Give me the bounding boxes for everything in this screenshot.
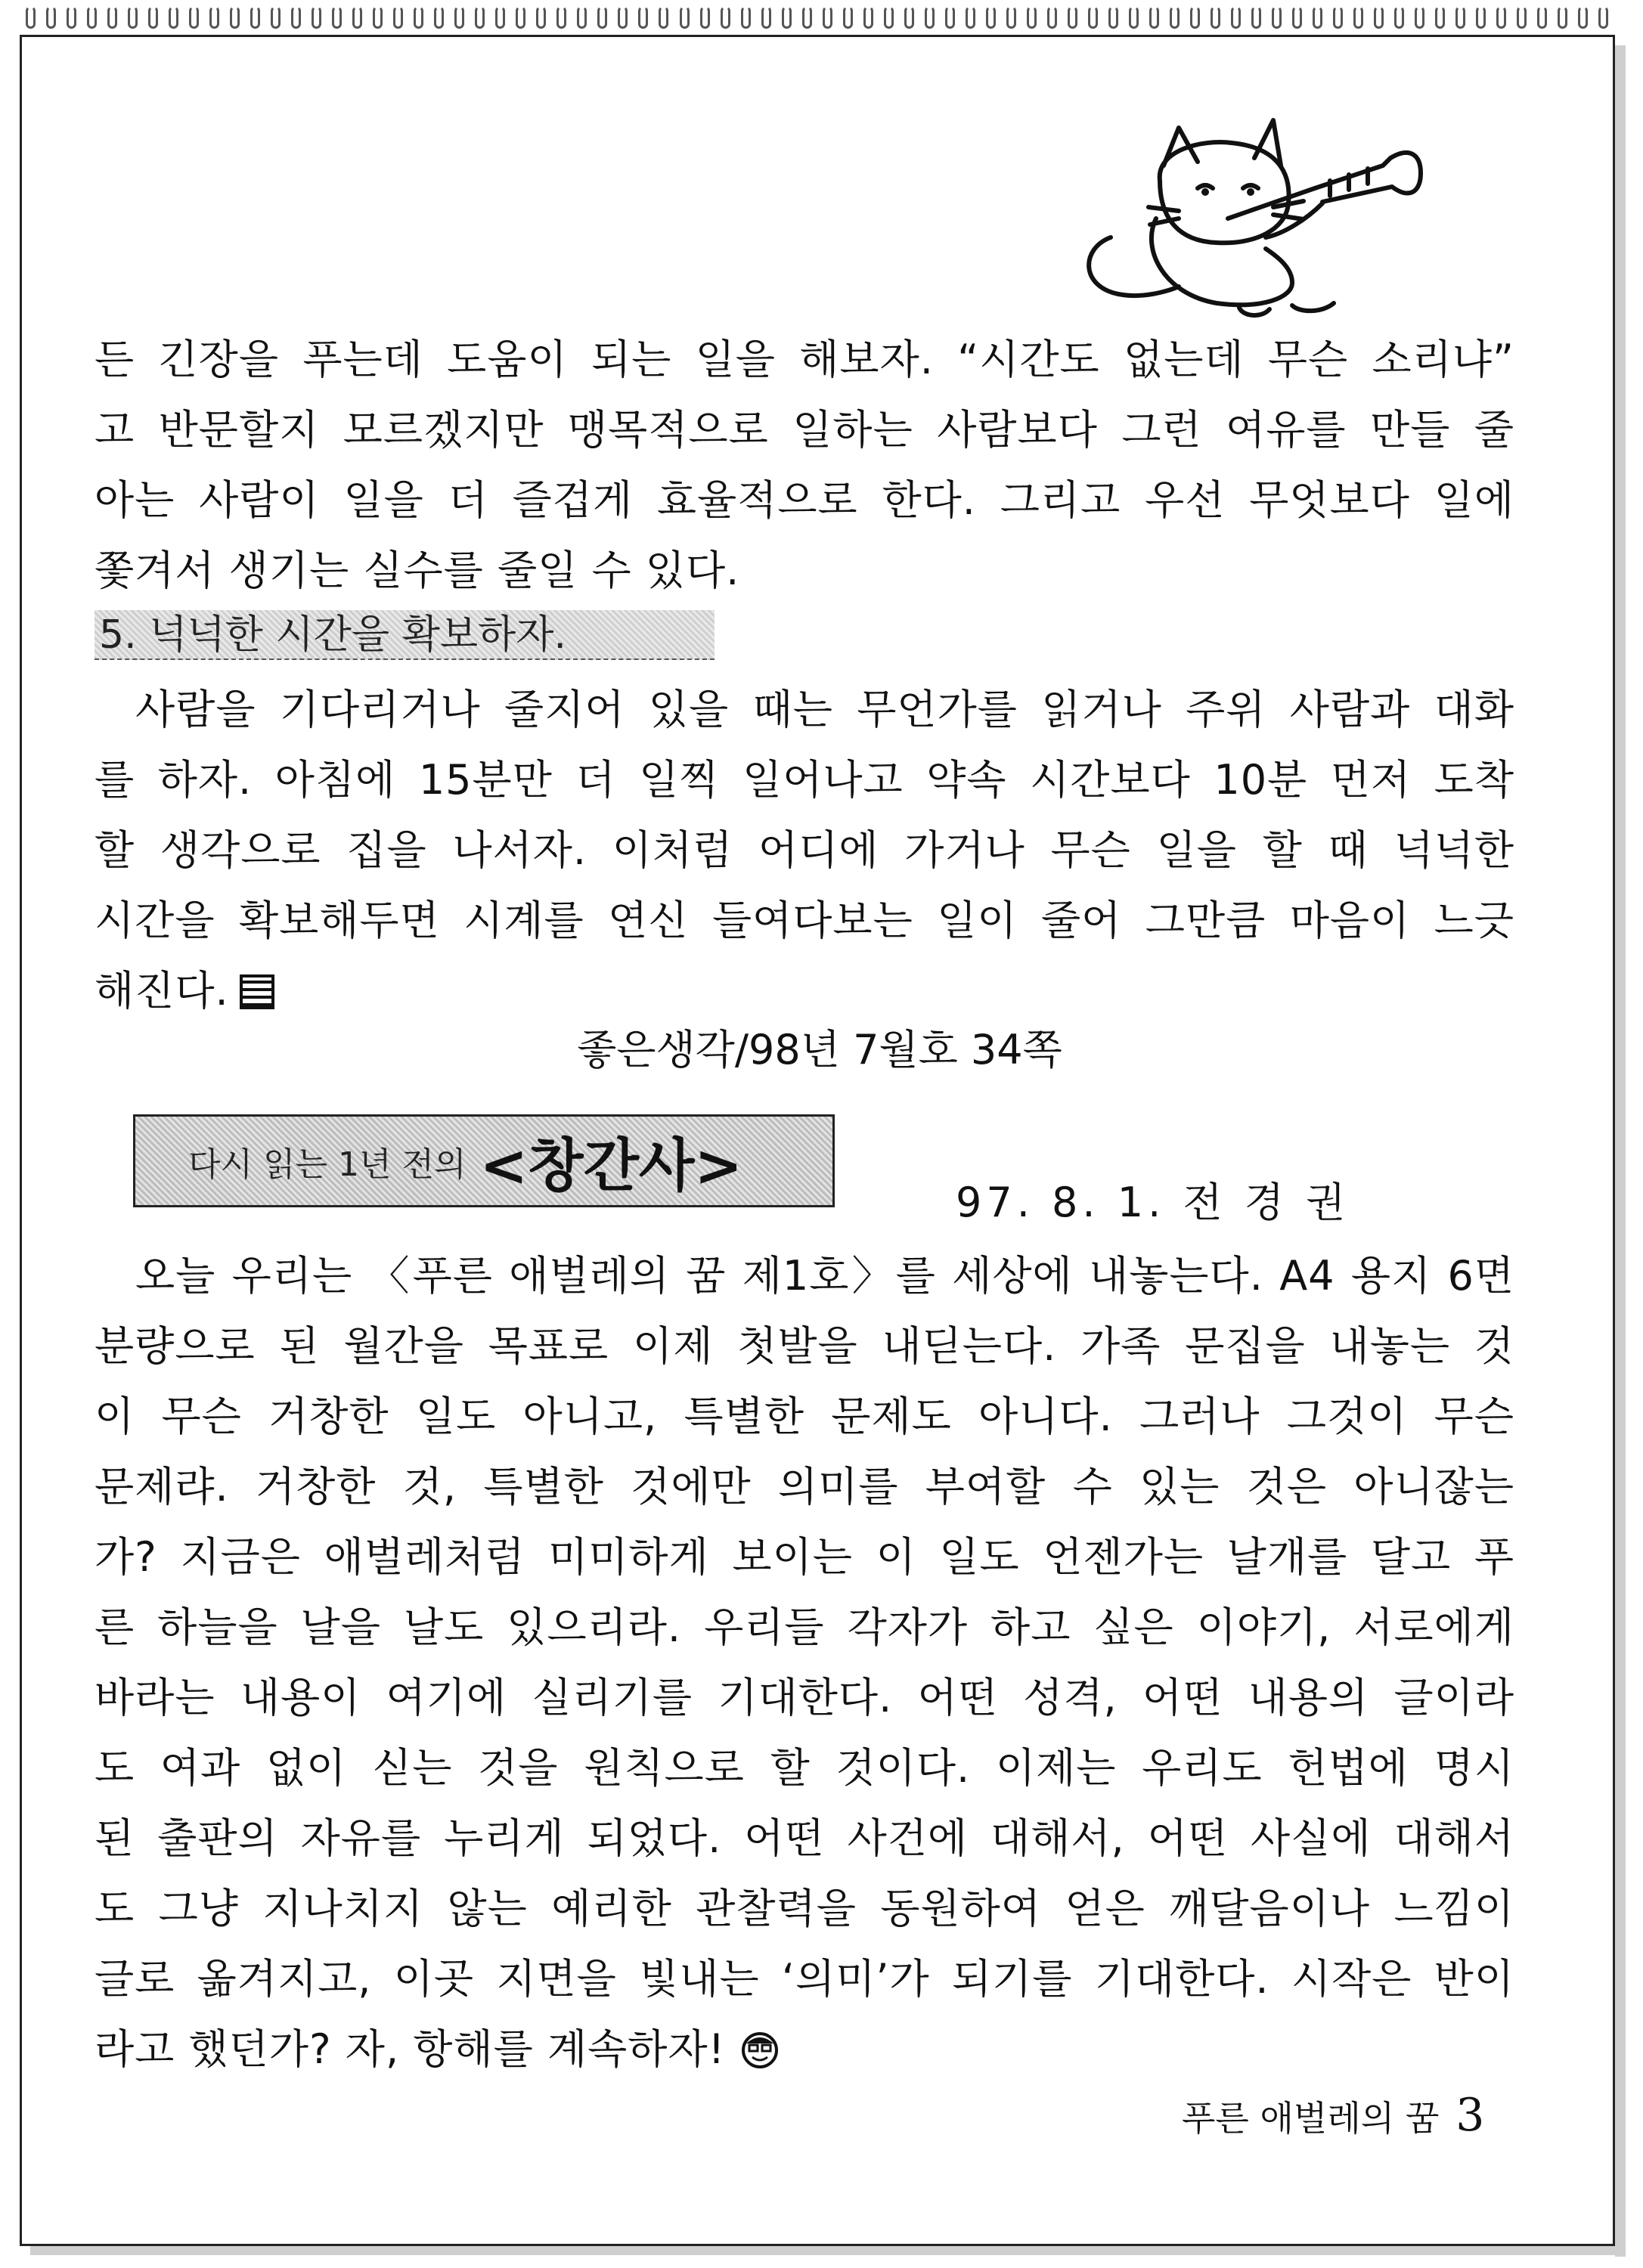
binding-ring xyxy=(1333,6,1343,29)
editorial-title-box xyxy=(133,1114,835,1207)
binding-ring xyxy=(475,6,485,29)
binding-ring xyxy=(1394,6,1404,29)
text-line: 든 긴장을 푸는데 도움이 되는 일을 해보자. “시간도 없는데 무슨 소리냐” xyxy=(95,336,1514,383)
binding-ring xyxy=(1353,6,1363,29)
binding-ring xyxy=(945,6,955,29)
cat-trumpet-illustration xyxy=(1065,105,1443,332)
binding-ring xyxy=(312,6,321,29)
binding-ring xyxy=(597,6,607,29)
binding-ring xyxy=(495,6,505,29)
binding-ring xyxy=(189,6,199,29)
text-line: 를 하자. 아침에 15분만 더 일찍 일어나고 약속 시간보다 10분 먼저 도착 xyxy=(95,756,1514,804)
editorial-title-main: <창간사> xyxy=(479,1132,743,1199)
binding-ring xyxy=(536,6,546,29)
binding-ring xyxy=(393,6,403,29)
binding-ring xyxy=(721,6,730,29)
binding-ring xyxy=(884,6,894,29)
binding-ring xyxy=(1231,6,1241,29)
binding-ring xyxy=(107,6,117,29)
source-citation: 좋은생각/98년 7월호 34쪽 xyxy=(577,1026,1062,1074)
binding-ring xyxy=(782,6,792,29)
binding-ring xyxy=(26,6,36,29)
binding-ring xyxy=(1598,6,1608,29)
binding-ring xyxy=(148,6,158,29)
binding-ring xyxy=(169,6,178,29)
text-line-content: 라고 했던가? 자, 항해를 계속하자! xyxy=(95,2025,726,2073)
binding-ring xyxy=(1292,6,1302,29)
binding-ring xyxy=(291,6,301,29)
editorial-byline: 97. 8. 1. 전 경 권 xyxy=(956,1179,1350,1226)
binding-ring xyxy=(741,6,751,29)
smiley-face-icon xyxy=(740,2030,780,2069)
binding-ring xyxy=(1211,6,1220,29)
binding-ring xyxy=(556,6,566,29)
binding-ring xyxy=(1496,6,1506,29)
page-number: 3 xyxy=(1455,2089,1485,2142)
binding-ring xyxy=(1415,6,1424,29)
text-line: 가? 지금은 애벌레처럼 미미하게 보이는 이 일도 언젠가는 날개를 달고 푸 xyxy=(95,1533,1514,1581)
text-line: 문제랴. 거창한 것, 특별한 것에만 의미를 부여할 수 있는 것은 아니잖는 xyxy=(95,1463,1514,1510)
binding-ring xyxy=(128,6,138,29)
binding-ring xyxy=(1068,6,1077,29)
binding-ring xyxy=(761,6,771,29)
binding-ring xyxy=(373,6,383,29)
binding-ring xyxy=(1170,6,1180,29)
binding-ring xyxy=(1272,6,1282,29)
binding-ring xyxy=(67,6,76,29)
binding-ring xyxy=(352,6,362,29)
binding-ring xyxy=(1455,6,1465,29)
binding-ring xyxy=(659,6,668,29)
intro-paragraph xyxy=(95,324,1514,606)
text-line: 할 생각으로 집을 나서자. 이처럼 어디에 가거나 무슨 일을 할 때 넉넉한 xyxy=(95,826,1514,874)
section5-paragraph xyxy=(95,674,1514,1026)
binding-ring xyxy=(904,6,914,29)
binding-ring xyxy=(1006,6,1016,29)
binding-ring xyxy=(843,6,853,29)
editorial-title-prefix: 다시 읽는 1년 전의 xyxy=(188,1145,467,1184)
end-mark xyxy=(240,974,274,1009)
text-line: 사람을 기다리거나 줄지어 있을 때는 무언가를 읽거나 주위 사람과 대화 xyxy=(135,686,1514,733)
footer-publication: 푸른 애벌레의 꿈 xyxy=(1182,2098,1440,2139)
binding-ring xyxy=(1313,6,1322,29)
binding-ring xyxy=(925,6,935,29)
binding-ring xyxy=(1129,6,1139,29)
text-line: 된 출판의 자유를 누리게 되었다. 어떤 사건에 대해서, 어떤 사실에 대해서 xyxy=(95,1814,1514,1862)
page-footer xyxy=(1182,2089,1484,2145)
binding-ring xyxy=(1517,6,1527,29)
binding-ring xyxy=(1578,6,1588,29)
section-heading: 5. 넉넉한 시간을 확보하자. xyxy=(95,610,715,660)
text-line: 글로 옮겨지고, 이곳 지면을 빛내는 ‘의미’가 되기를 기대한다. 시작은 반이 xyxy=(95,1955,1514,2003)
binding-ring xyxy=(434,6,444,29)
binding-ring xyxy=(1190,6,1200,29)
binding-ring xyxy=(87,6,97,29)
text-line: 바라는 내용이 여기에 실리기를 기대한다. 어떤 성격, 어떤 내용의 글이라 xyxy=(95,1674,1514,1721)
binding-ring xyxy=(577,6,587,29)
binding-ring xyxy=(680,6,690,29)
binding-ring xyxy=(1088,6,1098,29)
binding-ring xyxy=(46,6,56,29)
text-line: 이 무슨 거창한 일도 아니고, 특별한 문제도 아니다. 그러나 그것이 무슨 xyxy=(95,1393,1514,1440)
page xyxy=(20,35,1615,2246)
text-line: 쫓겨서 생기는 실수를 줄일 수 있다. xyxy=(95,547,740,594)
text-line-content: 해진다. xyxy=(95,967,229,1015)
text-line xyxy=(95,2014,1514,2084)
binding-ring xyxy=(802,6,812,29)
text-line: 오늘 우리는 〈푸른 애벌레의 꿈 제1호〉를 세상에 내놓는다. A4 용지 6면 xyxy=(135,1252,1514,1300)
text-line: 아는 사람이 일을 더 즐겁게 효율적으로 한다. 그리고 우선 무엇보다 일에 xyxy=(95,476,1514,524)
text-line: 도 그냥 지나치지 않는 예리한 관찰력을 동원하여 얻은 깨달음이나 느낌이 xyxy=(95,1885,1514,1932)
binding-ring xyxy=(1251,6,1261,29)
binding-ring xyxy=(1435,6,1445,29)
binding-ring xyxy=(1476,6,1486,29)
binding-ring xyxy=(823,6,832,29)
binding-ring xyxy=(1374,6,1384,29)
binding-ring xyxy=(966,6,975,29)
binding-ring xyxy=(1537,6,1547,29)
text-line xyxy=(95,956,1514,1026)
text-line: 시간을 확보해두면 시계를 연신 들여다보는 일이 줄어 그만큼 마음이 느긋 xyxy=(95,897,1514,944)
binding-ring xyxy=(986,6,996,29)
binding-rings xyxy=(20,0,1615,35)
binding-ring xyxy=(230,6,240,29)
binding-ring xyxy=(1149,6,1159,29)
binding-ring xyxy=(1047,6,1057,29)
binding-ring xyxy=(209,6,219,29)
text-line: 고 반문할지 모르겠지만 맹목적으로 일하는 사람보다 그런 여유를 만들 줄 xyxy=(95,406,1514,454)
binding-ring xyxy=(250,6,260,29)
binding-ring xyxy=(700,6,710,29)
binding-ring xyxy=(414,6,423,29)
binding-ring xyxy=(1108,6,1118,29)
text-line: 른 하늘을 날을 날도 있으리라. 우리들 각자가 하고 싶은 이야기, 서로에게 xyxy=(95,1603,1514,1651)
binding-ring xyxy=(863,6,873,29)
binding-ring xyxy=(516,6,525,29)
text-line: 분량으로 된 월간을 목표로 이제 첫발을 내딛는다. 가족 문집을 내놓는 것 xyxy=(95,1322,1514,1370)
binding-ring xyxy=(454,6,464,29)
binding-ring xyxy=(1027,6,1037,29)
binding-ring xyxy=(271,6,281,29)
binding-ring xyxy=(618,6,628,29)
binding-ring xyxy=(1558,6,1567,29)
binding-ring xyxy=(638,6,648,29)
editorial-paragraph xyxy=(95,1241,1514,2084)
text-line: 도 여과 없이 싣는 것을 원칙으로 할 것이다. 이제는 우리도 헌법에 명시 xyxy=(95,1744,1514,1792)
binding-ring xyxy=(332,6,342,29)
